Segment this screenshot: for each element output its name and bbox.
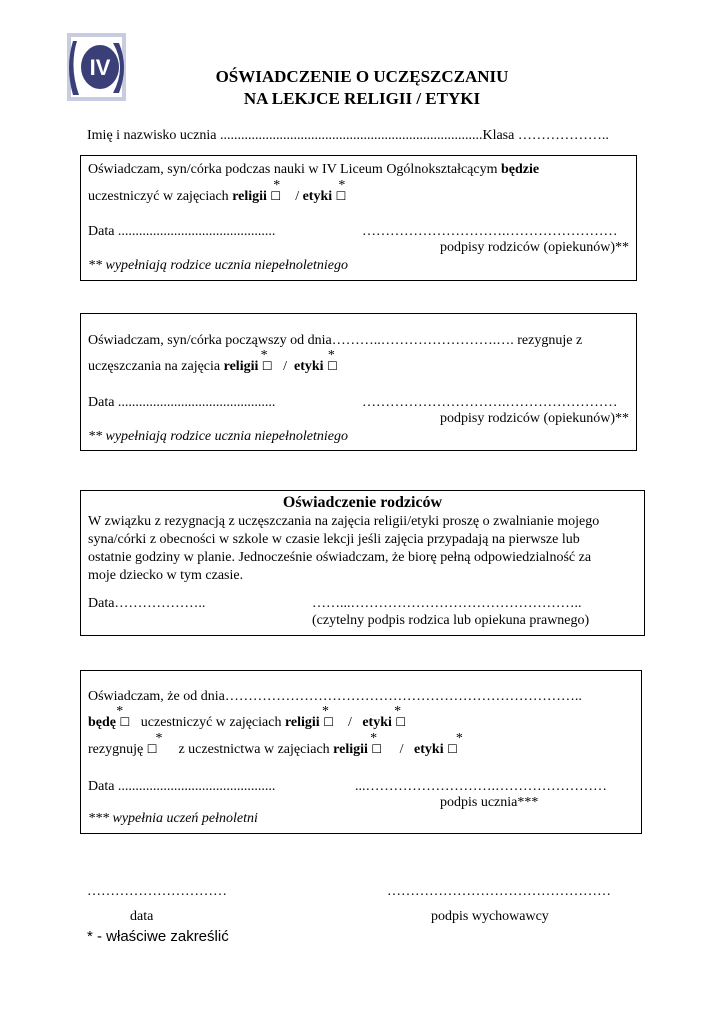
title-line-1: OŚWIADCZENIE O UCZĘSZCZANIU [215,67,509,86]
class-label: Klasa [482,128,518,143]
teacher-signature-line[interactable]: ………………………………………… [387,884,611,899]
teacher-date-line[interactable]: ………………………… [87,884,227,899]
star-mark: * [321,704,329,719]
box2-line1: Oświadczam, syn/córka począwszy od dnia………..…………………….…. rezygnuje z [88,333,583,348]
box3-text-line: moje dziecko w tym czasie. [88,568,244,583]
logo-text: IV [89,55,111,80]
box4-line1: Oświadczam, że od dnia………………………………………………………………….. [88,689,582,704]
religii-checkbox[interactable]: ☐ [270,189,282,203]
footnote: * - właściwe zakreślić [87,928,229,945]
star-mark: * [116,704,124,719]
box4-signature-label: podpis ucznia*** [440,795,539,810]
adult-student-declaration-box [80,670,642,834]
box3-date-field[interactable]: Data……………….. [88,596,206,611]
star-mark: * [455,731,463,746]
etyki-checkbox[interactable]: ☐ [327,359,338,373]
etyki-checkbox[interactable]: ☐ [447,742,458,756]
box3-text-line: ostatnie godziny w planie. Jednocześnie oświadczam, że biorę pełną odpowiedzialność za [88,550,592,565]
box1-signature-label: podpisy rodziców (opiekunów)** [440,240,629,255]
box4-line3: rezygnuję ☐ * z uczestnictwa w zajęciach religii ☐ * / etyki ☐ * [88,731,463,757]
bede-checkbox[interactable]: ☐ [119,715,131,729]
star-mark: * [370,731,378,746]
box2-line2: uczęszczania na zajęcia religii ☐ * / etyki ☐ * [88,348,338,374]
box2-note: ** wypełniają rodzice ucznia niepełnoletniego [88,429,348,444]
box4-signature-line[interactable]: ...……………………….…………………… [355,779,607,794]
box1-note: ** wypełniają rodzice ucznia niepełnoletniego [88,258,348,273]
etyki-checkbox[interactable]: ☐ [395,715,407,729]
star-mark: * [273,178,281,193]
name-field[interactable]: ........................................................................... [219,128,483,143]
box1-date-field[interactable]: Data ............................................. [88,224,276,239]
box1-line2: uczestniczyć w zajęciach religii ☐ * / etyki ☐ * [88,178,347,204]
student-line [87,127,609,145]
teacher-signature-label: podpis wychowawcy [431,909,549,924]
parents-declaration-box [80,490,645,636]
religii-checkbox[interactable]: ☐ [371,742,383,756]
star-mark: * [260,348,268,363]
religii-checkbox[interactable]: ☐ [261,359,273,373]
box3-signature-line[interactable]: ……...………………………………………….. [312,596,582,611]
star-mark: * [338,178,346,193]
name-label: Imię i nazwisko ucznia [87,128,220,143]
class-field[interactable]: ……………….. [517,128,609,143]
box3-title: Oświadczenie rodziców [282,494,443,511]
box2-signature-line[interactable]: ………………………….…………………… [362,395,618,410]
title-line-2: NA LEKJCE RELIGII / ETYKI [243,89,481,108]
star-mark: * [327,348,335,363]
box4-note: *** wypełnia uczeń pełnoletni [88,811,258,826]
box3-signature-label: (czytelny podpis rodzica lub opiekuna prawnego) [312,613,590,628]
rezygnuje-checkbox[interactable]: ☐ [146,742,158,756]
declaration-box-attend [80,155,637,281]
box4-line2: będę ☐ * uczestniczyć w zajęciach religii ☐ * / etyki ☐ * [88,704,407,730]
box3-text-line: W związku z rezygnacją z uczęszczania na zajęcia religii/etyki proszę o zwalnianie mojego [88,514,600,529]
religii-checkbox[interactable]: ☐ [323,715,334,729]
star-mark: * [155,731,163,746]
box1-signature-line[interactable]: ………………………….…………………… [362,224,618,239]
etyki-checkbox[interactable]: ☐ [335,189,347,203]
box2-signature-label: podpisy rodziców (opiekunów)** [440,411,629,426]
box4-date-field[interactable]: Data ............................................. [88,779,276,794]
box2-date-field[interactable]: Data ............................................. [88,395,276,410]
declaration-box-resign [80,313,637,451]
star-mark: * [394,704,402,719]
box3-text-line: syna/córki z obecności w szkole w czasie lekcji jeśli zajęcia przypadają na pierwsze lub [88,532,580,547]
teacher-date-label: data [130,909,154,924]
box3-text [88,513,599,585]
box1-line1: Oświadczam, syn/córka podczas nauki w IV Liceum Ogólnokształcącym będzie [88,162,540,177]
